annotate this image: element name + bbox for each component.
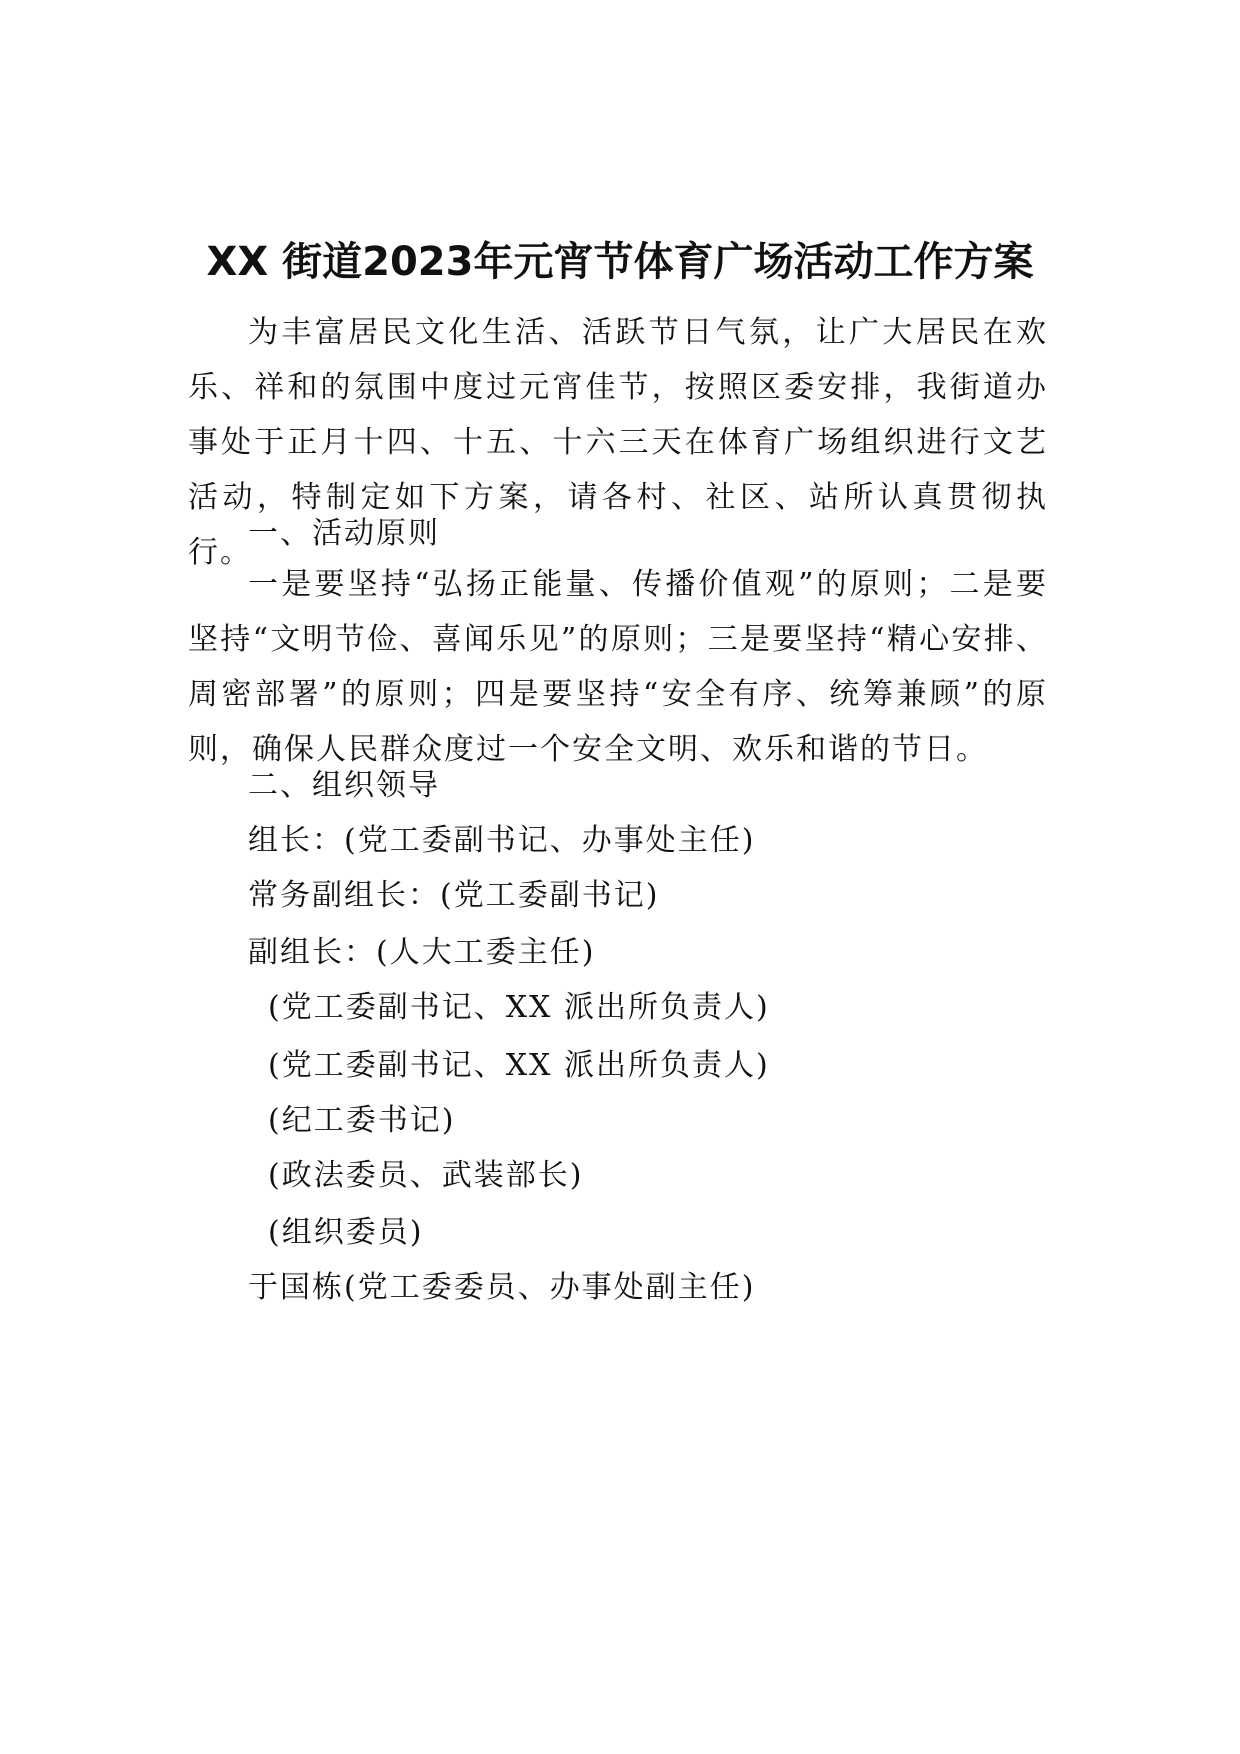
document-title: XX 街道2023年元宵节体育广场活动工作方案 bbox=[206, 239, 1034, 285]
exec-deputy-line: 常务副组长：(党工委副书记) bbox=[248, 878, 660, 913]
section-heading-principles: 一、活动原则 bbox=[248, 516, 440, 551]
deputy-line: (政法委员、武装部长) bbox=[268, 1158, 584, 1193]
member-line: 于国栋(党工委委员、办事处副主任) bbox=[248, 1270, 756, 1305]
deputy-line: (纪工委书记) bbox=[268, 1103, 456, 1138]
principles-paragraph: 一是要坚持“弘扬正能量、传播价值观”的原则；二是要坚持“文明节俭、喜闻乐见”的原则；三是要坚持“精心安排、周密部署”的原则；四是要坚持“安全有序、统筹兼顾”的原则，确保人民群众度过一个安全文明、欢乐和谐的节日。 bbox=[188, 567, 1048, 767]
section-heading-leadership: 二、组织领导 bbox=[248, 768, 440, 803]
leader-line: 组长：(党工委副书记、办事处主任) bbox=[248, 823, 756, 858]
principles-block bbox=[188, 557, 1048, 777]
intro-paragraph: 为丰富居民文化生活、活跃节日气氛，让广大居民在欢乐、祥和的氛围中度过元宵佳节，按照区委安排，我街道办事处于正月十四、十五、十六三天在体育广场组织进行文艺活动，特制定如下方案，请各村、社区、站所认真贯彻执行。 bbox=[188, 315, 1048, 570]
deputy-label-line: 副组长：(人大工委主任) bbox=[248, 935, 596, 970]
deputy-line: (党工委副书记、XX 派出所负责人) bbox=[268, 1048, 770, 1083]
deputy-line: (党工委副书记、XX 派出所负责人) bbox=[268, 990, 770, 1025]
deputy-line: (组织委员) bbox=[268, 1215, 424, 1250]
